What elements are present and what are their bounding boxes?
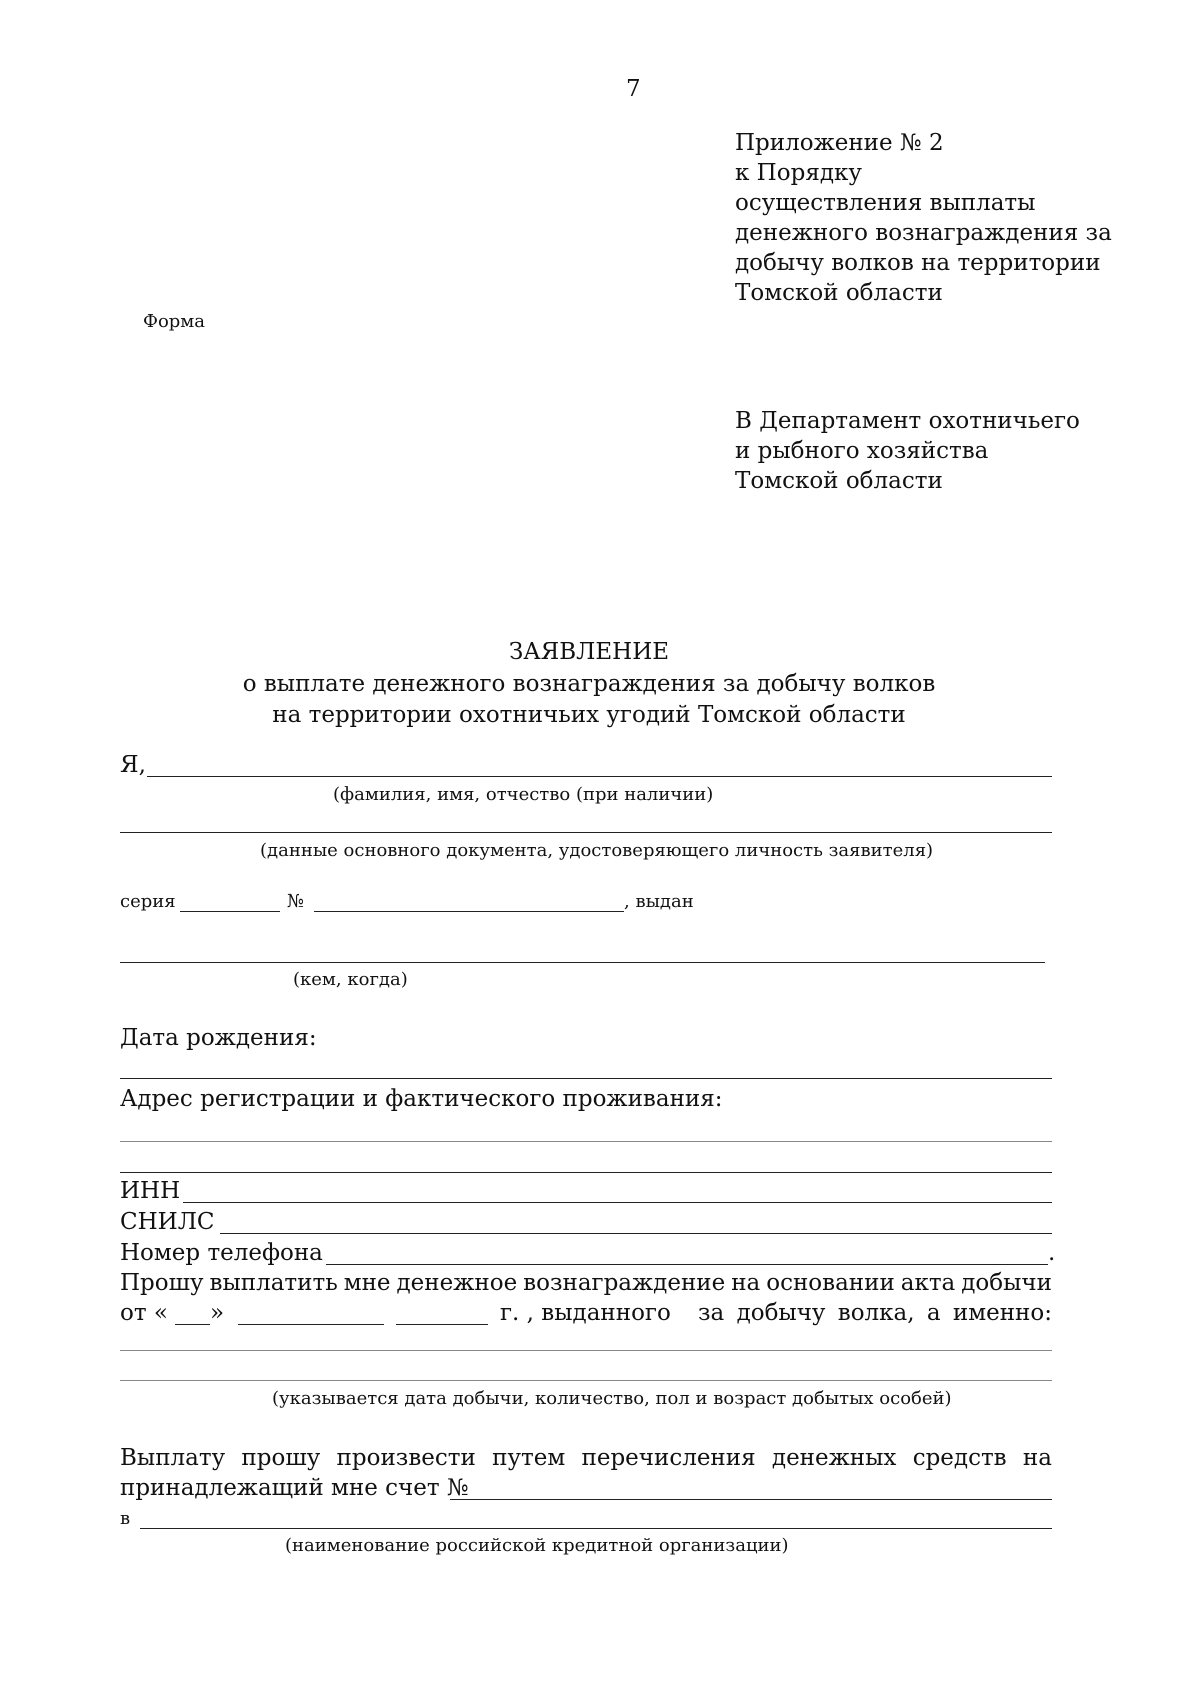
payment-line-1: [120, 1447, 1052, 1470]
issued-label: , выдан: [624, 891, 694, 912]
request-word: добычи: [961, 1270, 1052, 1296]
issued-by-field[interactable]: [120, 962, 1045, 963]
snils-label: СНИЛС: [120, 1209, 215, 1235]
appendix-line: осуществления выплаты: [735, 190, 1036, 216]
request-word: именно:: [952, 1300, 1052, 1326]
act-month-field[interactable]: [238, 1324, 384, 1325]
i-prefix: Я,: [120, 752, 146, 778]
series-field[interactable]: [180, 911, 280, 912]
fio-caption: (фамилия, имя, отчество (при наличии): [333, 784, 714, 805]
appendix-line: к Порядку: [735, 160, 862, 186]
inn-label: ИНН: [120, 1178, 181, 1204]
request-word: денежное: [396, 1270, 518, 1296]
payment-word: прошу: [241, 1445, 321, 1471]
issued-by-caption: (кем, когда): [293, 969, 408, 990]
request-word: выплатить: [209, 1270, 338, 1296]
appendix-line: денежного вознаграждения за: [735, 220, 1112, 246]
bank-name-field[interactable]: [140, 1528, 1052, 1529]
phone-label: Номер телефона: [120, 1240, 323, 1266]
act-day-field[interactable]: [175, 1324, 210, 1325]
quote-close: »: [210, 1300, 225, 1326]
request-line-2-tail: [698, 1302, 1052, 1325]
request-word: а: [926, 1300, 941, 1326]
inn-field[interactable]: [183, 1202, 1052, 1203]
phone-field[interactable]: [326, 1264, 1048, 1265]
title-heading: ЗАЯВЛЕНИЕ: [508, 639, 670, 665]
addressee-line: В Департамент охотничьего: [735, 408, 1080, 434]
request-word: вознаграждение: [523, 1270, 726, 1296]
payment-word: перечисления: [581, 1445, 756, 1471]
payment-word: путем: [492, 1445, 566, 1471]
document-number-field[interactable]: [314, 911, 624, 912]
title-line: на территории охотничьих угодий Томской области: [272, 702, 906, 728]
series-label: серия: [120, 891, 176, 912]
address-field-line[interactable]: [120, 1172, 1052, 1173]
catch-details-line[interactable]: [120, 1380, 1052, 1381]
form-label: Форма: [143, 311, 206, 332]
request-word: основании: [766, 1270, 895, 1296]
addressee-line: и рыбного хозяйства: [735, 438, 989, 464]
identity-document-field[interactable]: [120, 832, 1052, 833]
catch-details-line[interactable]: [120, 1350, 1052, 1351]
page-number: 7: [626, 76, 641, 102]
identity-document-caption: (данные основного документа, удостоверяющего личность заявителя): [260, 840, 934, 861]
number-sign: №: [287, 891, 305, 912]
bank-prefix: в: [120, 1508, 131, 1529]
address-field-line[interactable]: [120, 1141, 1052, 1142]
payment-word: Выплату: [120, 1445, 226, 1471]
birth-date-field[interactable]: [120, 1078, 1052, 1079]
request-word: Прошу: [120, 1270, 204, 1296]
payment-word: произвести: [336, 1445, 476, 1471]
request-word: мне: [343, 1270, 391, 1296]
catch-details-caption: (указывается дата добычи, количество, пол и возраст добытых особей): [272, 1388, 952, 1409]
appendix-line: Приложение № 2: [735, 130, 944, 156]
request-word: волка,: [837, 1300, 915, 1326]
fio-field[interactable]: [147, 776, 1052, 777]
request-line-1: [120, 1272, 1052, 1295]
payment-word: денежных: [771, 1445, 897, 1471]
title-line: о выплате денежного вознаграждения за добычу волков: [242, 671, 936, 697]
addressee-line: Томской области: [735, 468, 943, 494]
from-label: от «: [120, 1300, 168, 1326]
appendix-line: Томской области: [735, 280, 943, 306]
birth-date-label: Дата рождения:: [120, 1025, 317, 1051]
request-word: на: [731, 1270, 761, 1296]
request-word: акта: [900, 1270, 956, 1296]
request-word: добычу: [736, 1300, 826, 1326]
act-year-field[interactable]: [396, 1324, 488, 1325]
bank-caption: (наименование российской кредитной организации): [285, 1535, 789, 1556]
address-label: Адрес регистрации и фактического проживания:: [120, 1086, 723, 1112]
year-label: г. , выданного: [500, 1300, 671, 1326]
payment-word: на: [1022, 1445, 1052, 1471]
account-label: принадлежащий мне счет №: [120, 1475, 469, 1501]
request-word: за: [698, 1300, 725, 1326]
payment-word: средств: [912, 1445, 1007, 1471]
account-number-field[interactable]: [450, 1499, 1052, 1500]
appendix-line: добычу волков на территории: [735, 250, 1101, 276]
phone-end: .: [1048, 1240, 1056, 1266]
snils-field[interactable]: [220, 1233, 1052, 1234]
